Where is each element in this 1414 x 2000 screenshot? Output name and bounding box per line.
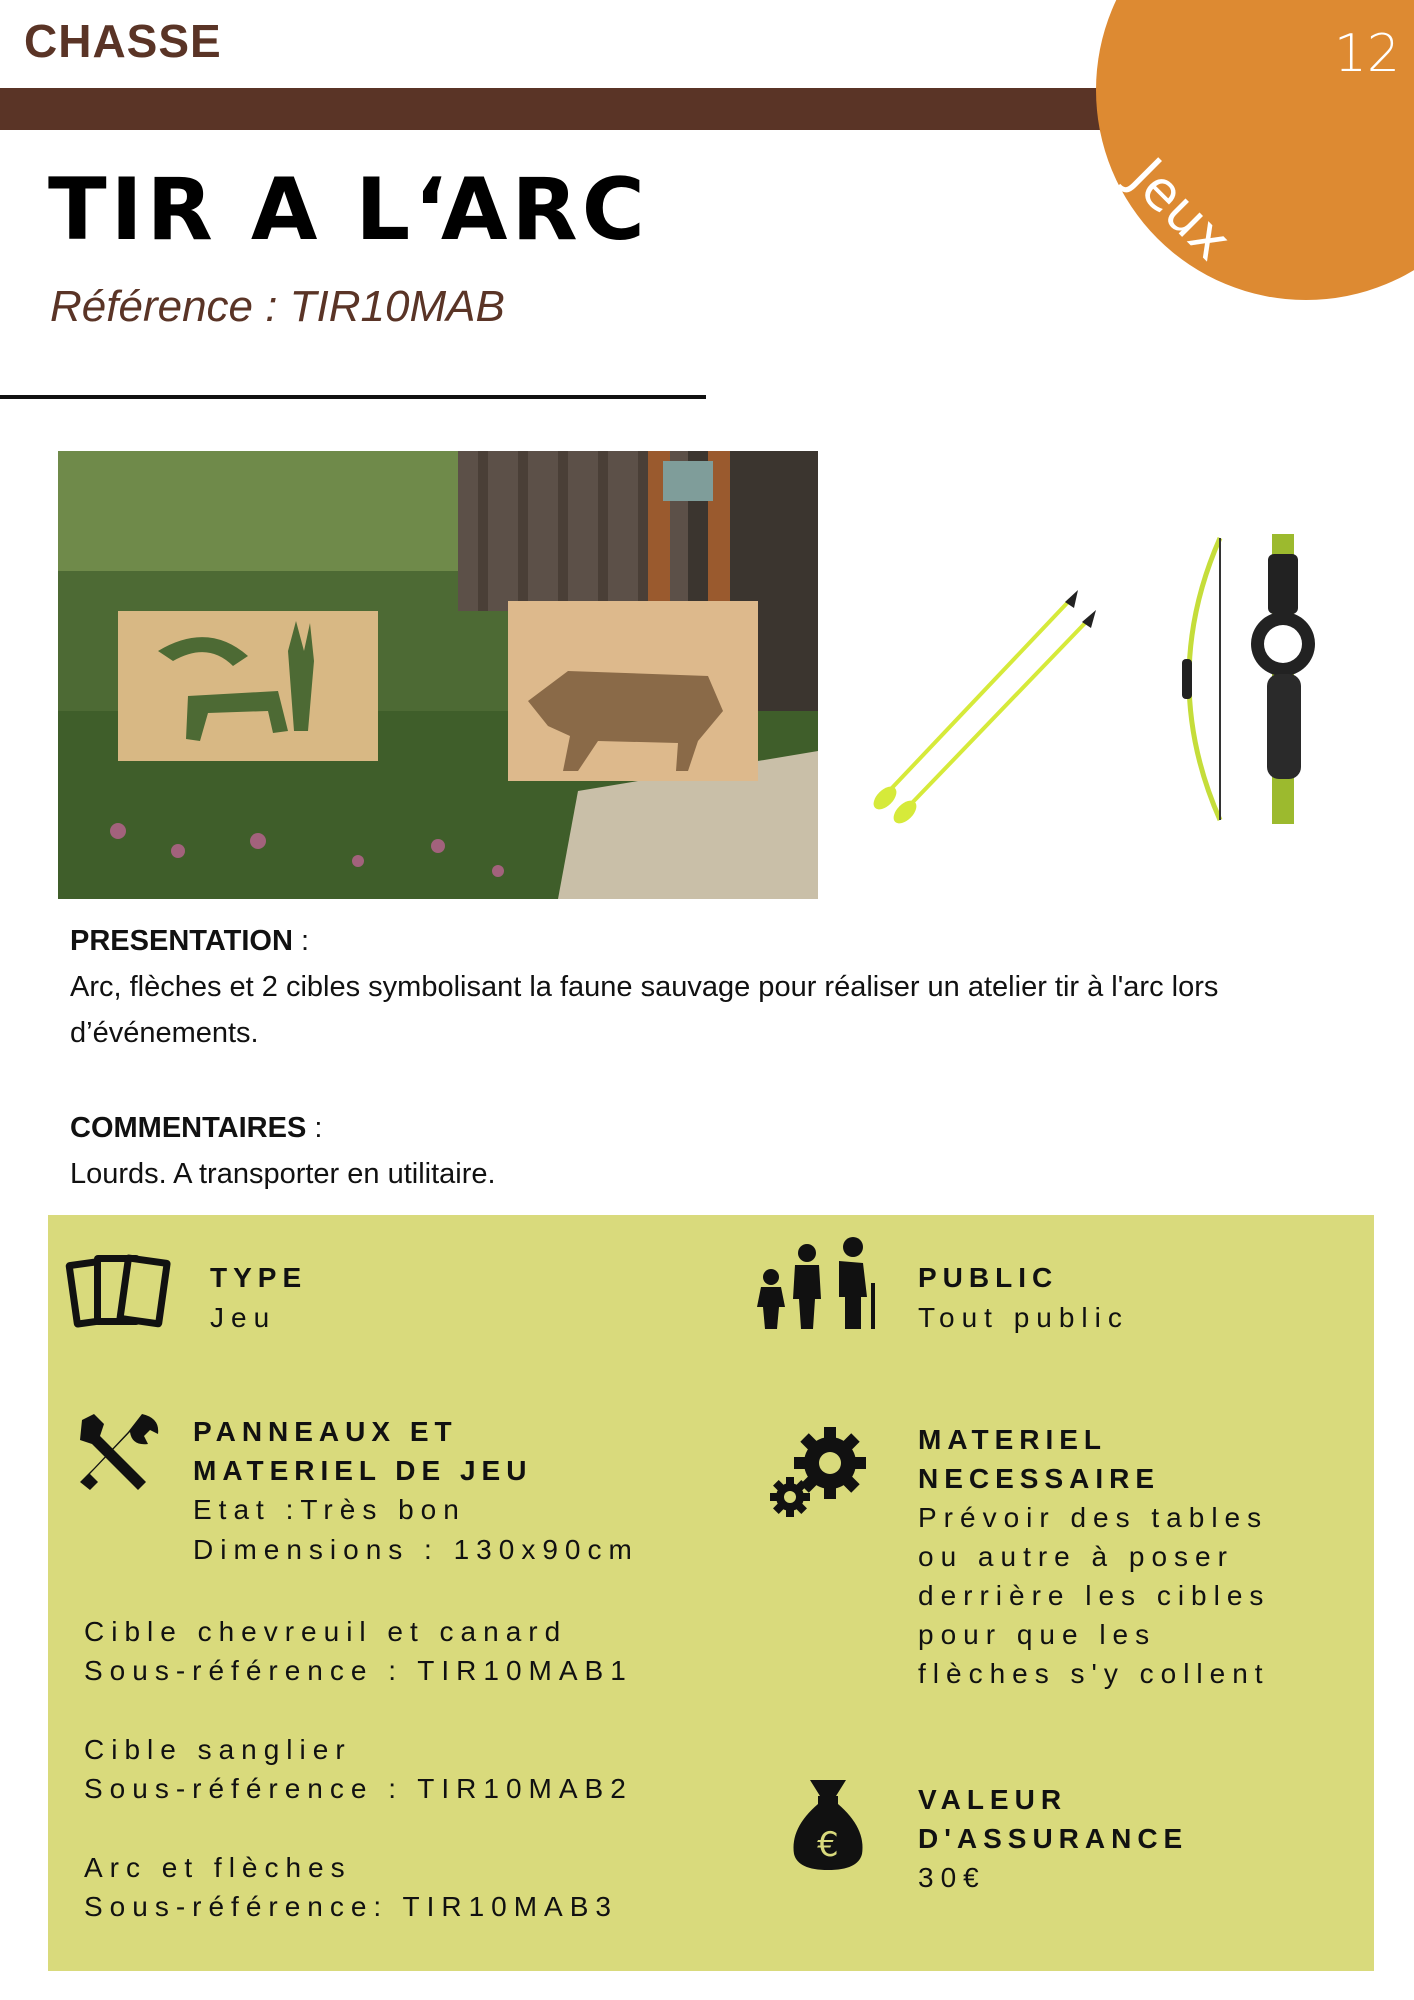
presentation-heading: PRESENTATION (70, 925, 293, 957)
product-reference: Référence : TIR10MAB (50, 282, 505, 331)
comments-section (70, 1105, 1350, 1197)
product-title: TIR A L‘ARC (48, 160, 649, 260)
panels-label: PANNEAUX ET MATERIEL DE JEU (193, 1416, 533, 1486)
panels-dimensions: Dimensions : 130x90cm (193, 1534, 639, 1565)
sub-item-name: Arc et flèches (84, 1852, 352, 1883)
presentation-section (70, 918, 1350, 1056)
section-label: Jeux (1117, 146, 1244, 273)
panels-state: Etat :Très bon (193, 1494, 466, 1525)
category-title: CHASSE (24, 15, 222, 67)
insurance-label: VALEUR D'ASSURANCE (918, 1784, 1189, 1854)
sub-item-ref: Sous-référence : TIR10MAB1 (84, 1655, 633, 1686)
targets-photo (58, 451, 818, 899)
public-value: Tout public (918, 1302, 1129, 1333)
comments-text: Lourds. A transporter en utilitaire. (70, 1158, 496, 1190)
presentation-colon: : (292, 925, 310, 957)
money-bag-icon (788, 1778, 868, 1872)
comments-heading: COMMENTAIRES (70, 1112, 307, 1144)
svg-text:€: € (817, 1825, 839, 1865)
bow-image (1168, 534, 1328, 824)
sub-item-ref: Sous-référence: TIR10MAB3 (84, 1891, 618, 1922)
type-label: TYPE (210, 1262, 308, 1293)
page-number: 12 (1333, 24, 1400, 84)
cards-icon (64, 1245, 176, 1335)
sub-item-ref: Sous-référence : TIR10MAB2 (84, 1773, 633, 1804)
material-value: Prévoir des tables ou autre à poser derrière les cibles pour que les flèches s'y collent (918, 1502, 1271, 1689)
public-label: PUBLIC (918, 1262, 1059, 1293)
tools-icon (76, 1412, 162, 1494)
header-band (0, 88, 1120, 130)
sub-item (84, 1730, 633, 1808)
material-label: MATERIEL NECESSAIRE (918, 1424, 1161, 1494)
sub-item-name: Cible chevreuil et canard (84, 1616, 568, 1647)
title-divider (0, 395, 706, 399)
presentation-text: Arc, flèches et 2 cibles symbolisant la faune sauvage pour réaliser un atelier tir à l'arc lors d’événements. (70, 971, 1219, 1049)
sub-item (84, 1848, 618, 1926)
gears-icon (768, 1425, 872, 1521)
sub-item (84, 1612, 633, 1690)
insurance-value: 30€ (918, 1862, 986, 1893)
family-icon (755, 1237, 879, 1331)
comments-colon: : (306, 1112, 323, 1144)
arrows-image (860, 580, 1100, 840)
sub-item-name: Cible sanglier (84, 1734, 352, 1765)
type-value: Jeu (210, 1302, 277, 1333)
